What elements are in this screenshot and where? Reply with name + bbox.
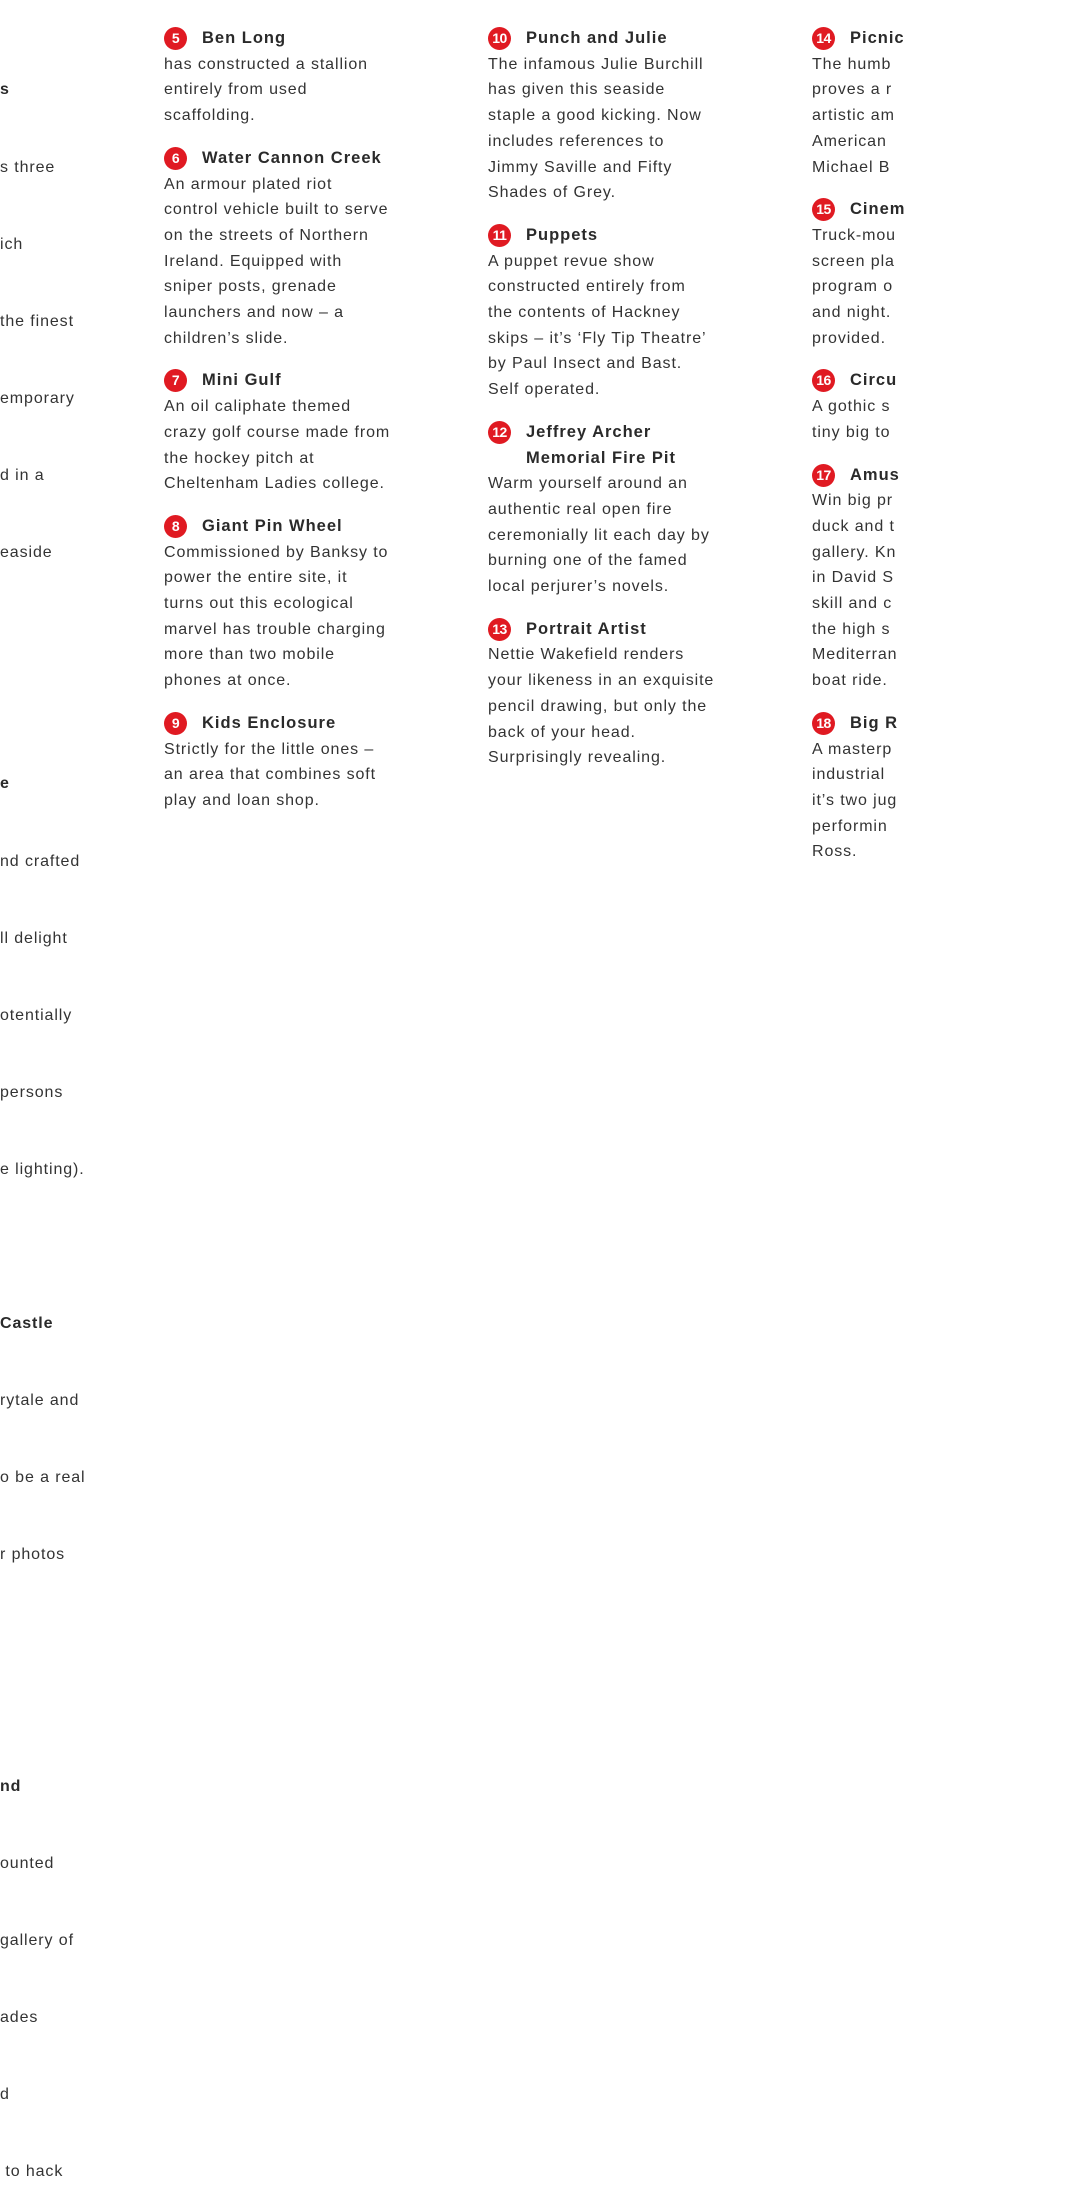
entry-title: Portrait Artist xyxy=(526,619,647,638)
fragment-line: ll delight xyxy=(0,929,68,947)
fragment-line: gallery of xyxy=(0,1932,74,1950)
entry-heading xyxy=(164,146,444,172)
entry-heading xyxy=(812,368,1092,394)
number-badge: 13 xyxy=(488,618,511,641)
fragment-spacer xyxy=(0,1234,120,1260)
entry-heading xyxy=(164,368,444,394)
entry-title: Circu xyxy=(850,371,898,390)
fragment-line: s three xyxy=(0,158,56,176)
fragment-line: r photos xyxy=(0,1546,66,1564)
entry-title: Big R xyxy=(850,713,899,732)
attractions-column-3 xyxy=(812,26,906,882)
entry-heading xyxy=(812,463,1092,489)
number-badge: 16 xyxy=(812,369,835,392)
number-badge: 10 xyxy=(488,27,511,50)
fragment-line: s xyxy=(0,81,10,99)
entry-title: Water Cannon Creek xyxy=(202,148,382,167)
fragment-line: e lighting). xyxy=(0,1160,85,1178)
fragment-line: d in a xyxy=(0,466,45,484)
entry-description: Nettie Wakefield renders your likeness in an exquisite pencil drawing, but only the back of your head. Surprisingly revealing. xyxy=(488,646,715,767)
entry-heading xyxy=(812,197,1092,223)
number-badge: 14 xyxy=(812,27,835,50)
fragment-line: rytale and xyxy=(0,1392,80,1410)
entry-heading xyxy=(164,514,444,540)
fragment-line: e xyxy=(0,775,10,793)
entry-title: Punch and Julie xyxy=(526,29,668,47)
attraction-entry xyxy=(812,711,1092,865)
entry-description: An armour plated riot control vehicle built to serve on the streets of Northern Ireland. Equipped with sniper posts, grenade launchers and now – a children’s slide. xyxy=(164,175,389,347)
entry-heading xyxy=(164,26,444,52)
fragment-line: emporary xyxy=(0,389,75,407)
fragment-spacer xyxy=(0,1620,120,1646)
left-fragment-column xyxy=(0,26,120,2211)
entry-description: An oil caliphate themed crazy golf course made from the hockey pitch at Cheltenham Ladies college. xyxy=(164,398,391,493)
number-badge: 15 xyxy=(812,198,835,221)
entry-description: The infamous Julie Burchill has given this seaside staple a good kicking. Now includes references to Jimmy Saville and Fifty Shades of Grey. xyxy=(488,55,704,202)
number-badge: 17 xyxy=(812,464,835,487)
attraction-entry xyxy=(164,514,444,694)
entry-description: Strictly for the little ones – an area that combines soft play and loan shop. xyxy=(164,740,376,809)
attraction-entry xyxy=(164,368,444,497)
entry-title: Mini Gulf xyxy=(202,371,282,390)
entry-title: Giant Pin Wheel xyxy=(202,516,343,535)
fragment-line: Castle xyxy=(0,1315,54,1333)
fragment-line: ich xyxy=(0,235,24,253)
entry-heading xyxy=(488,420,768,471)
number-badge: 8 xyxy=(164,515,187,538)
entry-heading xyxy=(812,26,1092,52)
attraction-entry xyxy=(164,146,444,352)
attraction-entry xyxy=(812,368,1092,445)
entry-title: Amus xyxy=(850,465,900,484)
entry-heading xyxy=(164,711,444,737)
fragment-line: ades xyxy=(0,2009,39,2027)
attractions-column-2 xyxy=(488,26,768,788)
entry-title: Puppets xyxy=(526,225,599,244)
attraction-entry xyxy=(164,711,444,814)
attraction-entry xyxy=(812,463,1092,694)
entry-title: Jeffrey Archer Memorial Fire Pit xyxy=(526,422,676,467)
number-badge: 11 xyxy=(488,224,511,247)
number-badge: 5 xyxy=(164,27,187,50)
number-badge: 7 xyxy=(164,369,187,392)
entry-description: has constructed a stallion entirely from used scaffolding. xyxy=(164,55,368,125)
fragment-line: nd xyxy=(0,1777,22,1795)
entry-title: Kids Enclosure xyxy=(202,713,337,732)
entry-description: Commissioned by Banksy to power the entire site, it turns out this ecological marvel has trouble charging more than two mobile phones at once. xyxy=(164,543,389,690)
entry-description: A puppet revue show constructed entirely from the contents of Hackney skips – it’s ‘Fly Tip Theatre’ by Paul Insect and Bast. Self operated. xyxy=(488,252,707,399)
attractions-column-1 xyxy=(164,26,444,831)
attraction-entry xyxy=(488,26,768,206)
fragment-line: the finest xyxy=(0,312,74,330)
fragment-line: easide xyxy=(0,544,53,562)
entry-heading xyxy=(488,26,768,52)
fragment-spacer xyxy=(0,617,120,643)
fragment-line: d xyxy=(0,2086,10,2104)
entry-title: Ben Long xyxy=(202,29,287,47)
entry-description: Warm yourself around an authentic real open fire ceremonially lit each day by burning one of the famed local perjurer’s novels. xyxy=(488,475,710,596)
entry-heading xyxy=(488,617,768,643)
number-badge: 18 xyxy=(812,712,835,735)
fragment-line: persons xyxy=(0,1083,64,1101)
entry-description: The humb proves a r artistic am American Michael B xyxy=(812,55,895,176)
number-badge: 12 xyxy=(488,421,511,444)
entry-title: Cinem xyxy=(850,200,906,219)
attraction-entry xyxy=(812,197,1092,351)
attraction-entry xyxy=(488,223,768,403)
fragment-line: to hack xyxy=(0,2163,64,2181)
fragment-line: o be a real xyxy=(0,1469,86,1487)
entry-description: A gothic s tiny big to xyxy=(812,398,891,441)
fragment-line: otentially xyxy=(0,1006,73,1024)
entry-description: A masterp industrial it’s two jug performin Ross. xyxy=(812,740,898,861)
attraction-entry xyxy=(488,617,768,771)
entry-title: Picnic xyxy=(850,29,905,47)
fragment-spacer xyxy=(0,694,120,720)
attraction-entry xyxy=(488,420,768,600)
entry-heading xyxy=(812,711,1092,737)
entry-description: Truck-mou screen pla program o and night. provided. xyxy=(812,226,896,347)
fragment-line: nd crafted xyxy=(0,852,81,870)
fragment-spacer xyxy=(0,1697,120,1723)
attraction-entry xyxy=(164,26,444,129)
number-badge: 6 xyxy=(164,147,187,170)
entry-heading xyxy=(488,223,768,249)
fragment-line: ounted xyxy=(0,1854,55,1872)
attraction-entry xyxy=(812,26,1092,180)
entry-description: Win big pr duck and t gallery. Kn in David S skill and c the high s Mediterran boat ride. xyxy=(812,492,898,690)
number-badge: 9 xyxy=(164,712,187,735)
